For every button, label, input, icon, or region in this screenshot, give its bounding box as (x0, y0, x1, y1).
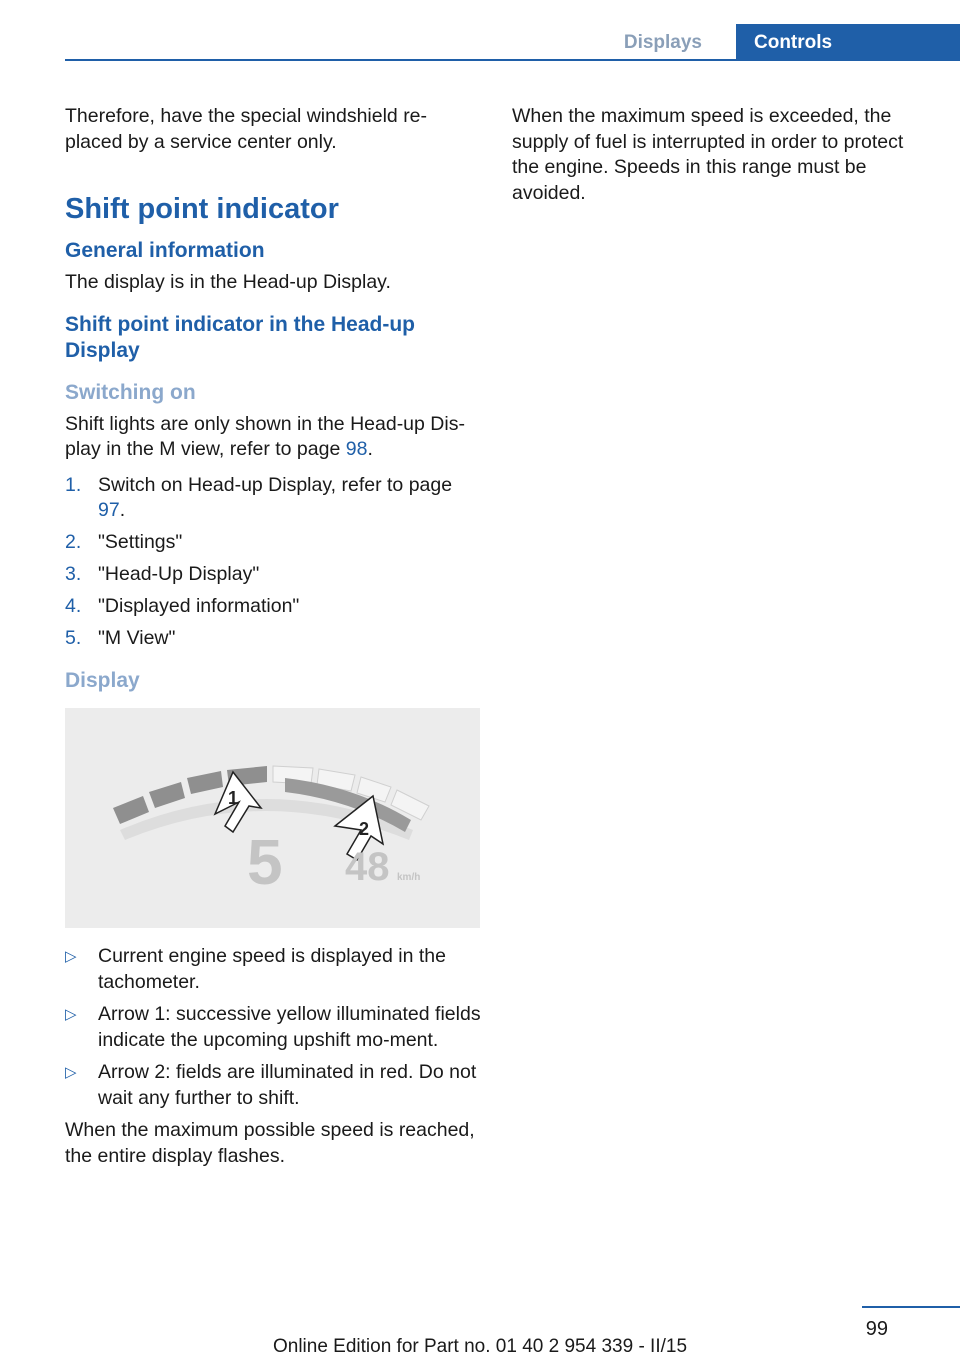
list-item (65, 626, 483, 652)
step-text: "Displayed information" (98, 595, 300, 617)
list-item (65, 1060, 483, 1111)
bullet-list (65, 944, 483, 1111)
hud-shift-heading: Shift point indicator in the Head-up Display (65, 312, 415, 362)
left-column (65, 104, 483, 1169)
step-text-end: . (119, 499, 126, 521)
step-text: "M View" (98, 627, 176, 649)
list-item (65, 562, 483, 588)
max-speed-paragraph: When the maximum speed is exceeded, the supply of fuel is interrupted in order to protect the engine. Speeds in this range must be avoided. (512, 105, 904, 204)
general-info-text: The display is in the Head-up Display. (65, 271, 391, 293)
page-link-98[interactable]: 98 (345, 438, 368, 460)
list-item (65, 530, 483, 556)
page-number: 99 (865, 1318, 888, 1340)
speed-unit: km/h (397, 872, 421, 883)
list-item (65, 1002, 483, 1053)
switching-on-text (65, 412, 483, 463)
header-section-tab: Displays (623, 32, 702, 53)
display-heading: Display (65, 669, 140, 692)
step-number: 4. (65, 595, 82, 617)
step-text: "Settings" (98, 531, 183, 553)
footer-rule (862, 1306, 960, 1308)
header-rule (65, 59, 960, 61)
edition-footer: Online Edition for Part no. 01 40 2 954 339 - II/15 (272, 1336, 688, 1357)
general-info-heading: General information (65, 239, 265, 262)
step-number: 1. (65, 473, 82, 496)
step-number: 5. (65, 627, 82, 649)
closing-paragraph: When the maximum possible speed is reached, the entire display flashes. (65, 1119, 475, 1167)
triangle-bullet-icon: ▷ (65, 1064, 77, 1081)
bullet-text: Current engine speed is displayed in the tachometer. (98, 945, 446, 993)
intro-paragraph: Therefore, have the special windshield re‐placed by a service center only. (65, 105, 428, 153)
speed-readout: 48 (345, 845, 390, 889)
triangle-bullet-icon: ▷ (65, 948, 77, 965)
gear-readout: 5 (247, 826, 283, 898)
bullet-text: Arrow 2: fields are illuminated in red. Do not wait any further to shift. (98, 1061, 477, 1109)
arrow-2-label: 2 (359, 819, 370, 839)
triangle-bullet-icon: ▷ (65, 1006, 77, 1023)
step-text: Switch on Head-up Display, refer to page (98, 473, 453, 496)
arrow-1-label: 1 (228, 788, 239, 808)
section-heading: Shift point indicator (65, 193, 339, 225)
list-item (65, 594, 483, 620)
shift-indicator-illustration (65, 708, 480, 928)
list-item (65, 473, 483, 524)
right-column (512, 104, 932, 206)
steps-list (65, 473, 483, 652)
list-item (65, 944, 483, 995)
step-number: 3. (65, 563, 82, 585)
step-text: "Head-Up Display" (98, 563, 260, 585)
step-number: 2. (65, 531, 82, 553)
bullet-text: Arrow 1: successive yellow illuminated fields indicate the upcoming upshift mo‐ment. (98, 1003, 481, 1051)
switching-on-heading: Switching on (65, 380, 196, 404)
switching-on-text-a: Shift lights are only shown in the Head-up Dis‐play in the M view, refer to page (65, 412, 465, 460)
switching-on-text-b: . (367, 438, 373, 460)
hud-tachometer-graphic (65, 708, 480, 928)
header-chapter-tab: Controls (736, 24, 960, 60)
page-link-97[interactable]: 97 (98, 499, 120, 521)
